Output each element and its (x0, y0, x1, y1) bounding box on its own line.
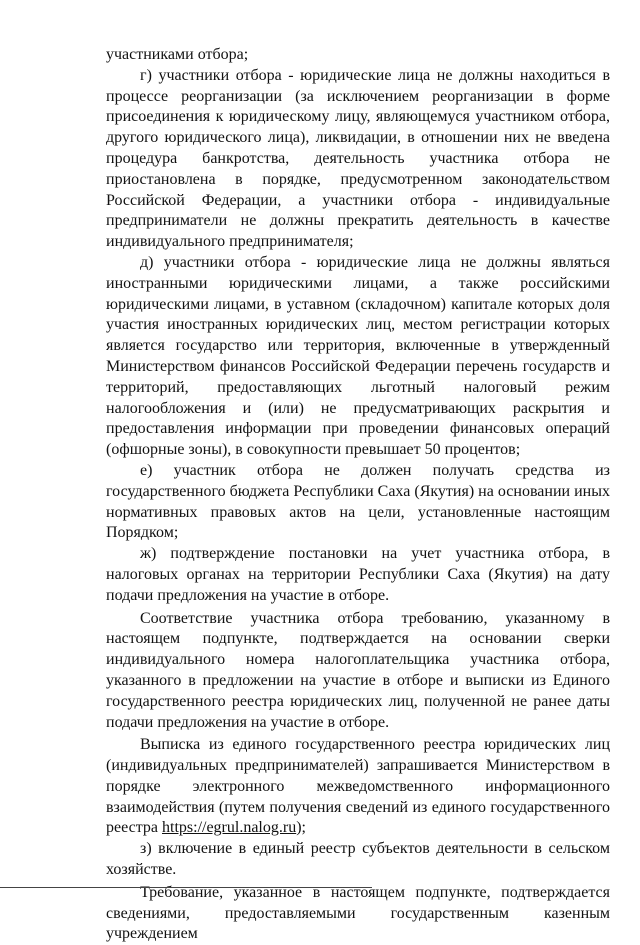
paragraph-item-g: г) участники отбора - юридические лица не должны находиться в процессе реорганизации (за исключением реорганизации в форме присоединения к юридическому лицу, являющемуся участником отбора, другого юридического лица), ликвидации, в отношении них не введена процедура банкротства, деятельность участника отбора не приостановлена в порядке, предусмотренном законодательством Российской Федерации, а участники отбора - индивидуальные предприниматели не должны прекратить деятельность в качестве индивидуального предпринимателя; (106, 66, 610, 251)
paragraph-continuation: участниками отбора; (106, 46, 249, 63)
paragraph-item-z: з) включение в единый реестр субъектов деятельности в сельском хозяйстве. (106, 840, 610, 879)
egrul-link[interactable]: https://egrul.nalog.ru (162, 819, 297, 837)
paragraph-requirement: Требование, указанное в настоящем подпункте, подтверждается сведениями, предоставляемыми государственным казенным учреждением (106, 883, 610, 943)
paragraph-extract (106, 735, 610, 839)
paragraph-item-zh: ж) подтверждение постановки на учет участника отбора, в налоговых органах на территории Республики Саха (Якутия) на дату подачи предложения на участие в отборе. (106, 545, 610, 604)
paragraph-item-e: е) участник отбора не должен получать средства из государственного бюджета Республики Саха (Якутия) на основании иных нормативных правовых актов на цели, установленные настоящим Порядком; (106, 461, 610, 542)
document-body (106, 45, 610, 945)
footer-divider (0, 887, 372, 888)
paragraph-item-d: д) участники отбора - юридические лица не должны являться иностранными юридическими лицами, а также российскими юридическими лицами, в уставном (складочном) капитале которых доля участия иностранных юридических лиц, местом регистрации которых является государство или территория, включенные в утвержденный Министерством финансов Российской Федерации перечень государств и территорий, предоставляющих льготный налоговый режим налогообложения и (или) не предусматривающих раскрытия и предоставления информации при проведении финансовых операций (офшорные зоны), в совокупности превышает 50 процентов; (106, 253, 610, 459)
paragraph-compliance: Соответствие участника отбора требованию, указанному в настоящем подпункте, подтверждается на основании сверки индивидуального номера налогоплательщика участника отбора, указанного в предложении на участие в отборе и выписки из Единого государственного реестра юридических лиц, полученной не ранее даты подачи предложения на участие в отборе. (106, 609, 610, 731)
paragraph-extract-end: ); (296, 819, 306, 837)
paragraph-extract-text: Выписка из единого государственного реестра юридических лиц (индивидуальных предпринимателей) запрашивается Министерством в порядке электронного межведомственного информационного взаимодействия (путем получения сведений из единого государственного реестра (106, 736, 610, 837)
